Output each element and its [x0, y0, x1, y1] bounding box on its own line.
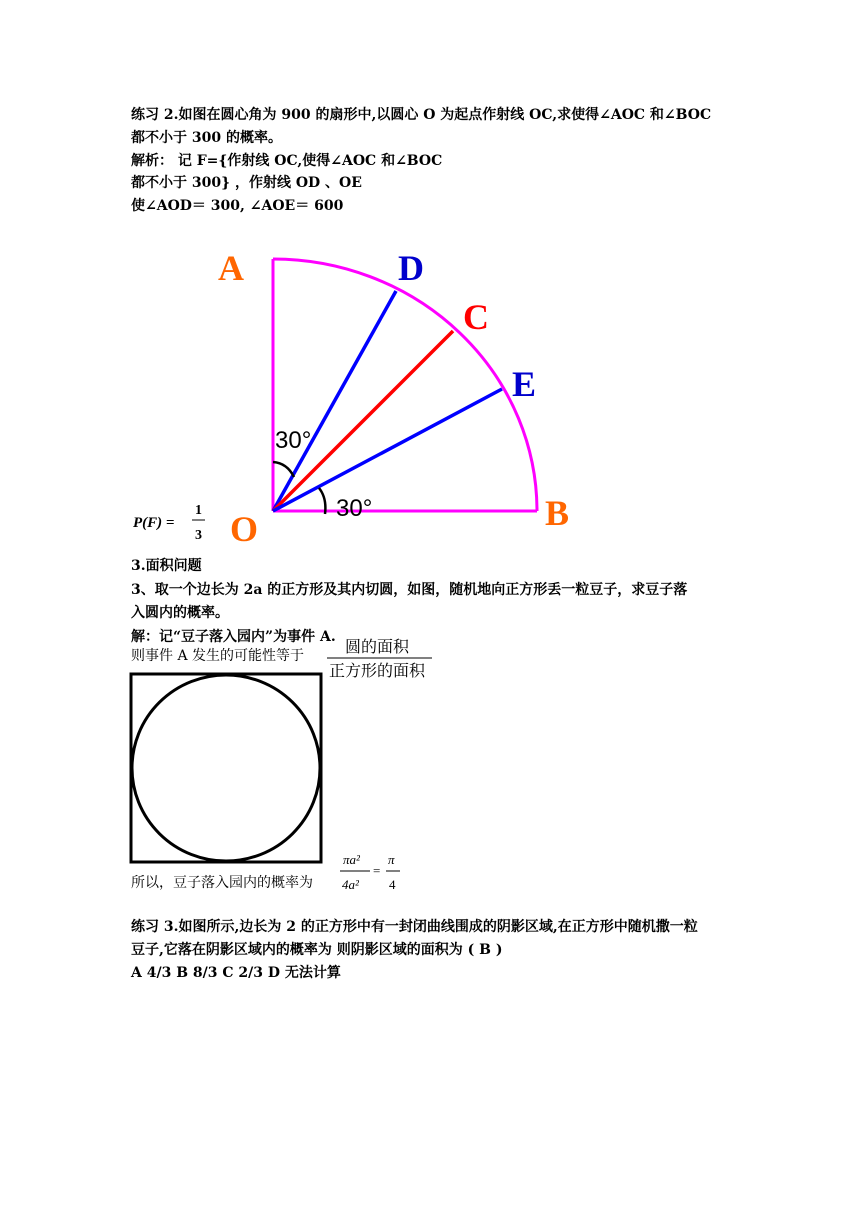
angle-label-top: 30°	[275, 427, 312, 454]
exercise3-line2: 豆子,它落在阴影区域内的概率为 则阴影区域的面积为 ( B )	[131, 942, 503, 958]
exercise2-line2: 都不小于 300 的概率。	[131, 130, 282, 146]
label-e: E	[512, 364, 537, 404]
inscribed-circle	[132, 675, 320, 861]
label-d: D	[398, 248, 424, 288]
area-fraction-denominator: 正方形的面积	[329, 663, 426, 680]
label-a: A	[218, 248, 244, 288]
label-o: O	[230, 509, 259, 549]
area-fraction-numerator: 圆的面积	[345, 639, 410, 656]
section3-conclusion: 所以，豆子落入园内的概率为	[131, 875, 313, 891]
section3-solution: 解：记“豆子落入园内”为事件 A.	[131, 629, 336, 645]
section3-question-line2: 入圆内的概率。	[131, 605, 229, 621]
exercise2-line1: 练习 2.如图在圆心角为 900 的扇形中,以圆心 O 为起点作射线 OC,求使得∠AOC 和∠BOC	[131, 107, 712, 123]
section3-possibility: 则事件 A 发生的可能性等于	[131, 648, 305, 664]
label-b: B	[545, 493, 570, 533]
probability-denominator: 3	[195, 528, 202, 543]
label-c: C	[463, 297, 489, 337]
exercise2-line4: 都不小于 300} ，作射线 OD 、OE	[131, 175, 362, 191]
formula-numerator: πa²	[343, 852, 360, 867]
formula-rhs-numerator: π	[388, 852, 395, 867]
exercise2-line3: 解析： 记 F={作射线 OC,使得∠AOC 和∠BOC	[131, 153, 443, 169]
exercise3-options: A 4/3 B 8/3 C 2/3 D 无法计算	[131, 965, 341, 981]
formula-denominator: 4a²	[342, 877, 359, 892]
section3-heading: 3.面积问题	[131, 558, 202, 574]
exercise3-line1: 练习 3.如图所示,边长为 2 的正方形中有一封闭曲线围成的阴影区域,在正方形中随机撒一粒	[131, 919, 698, 935]
exercise2-line5: 使∠AOD＝ 300, ∠AOE＝ 600	[131, 198, 344, 214]
section3-question-line1: 3、取一个边长为 2a 的正方形及其内切圆，如图，随机地向正方形丢一粒豆子，求豆子落	[131, 582, 688, 598]
probability-lhs: P(F) =	[133, 515, 175, 531]
formula-rhs-denominator: 4	[389, 877, 396, 892]
probability-numerator: 1	[195, 503, 202, 518]
formula-equals: =	[373, 863, 381, 878]
angle-label-bottom: 30°	[336, 495, 373, 522]
